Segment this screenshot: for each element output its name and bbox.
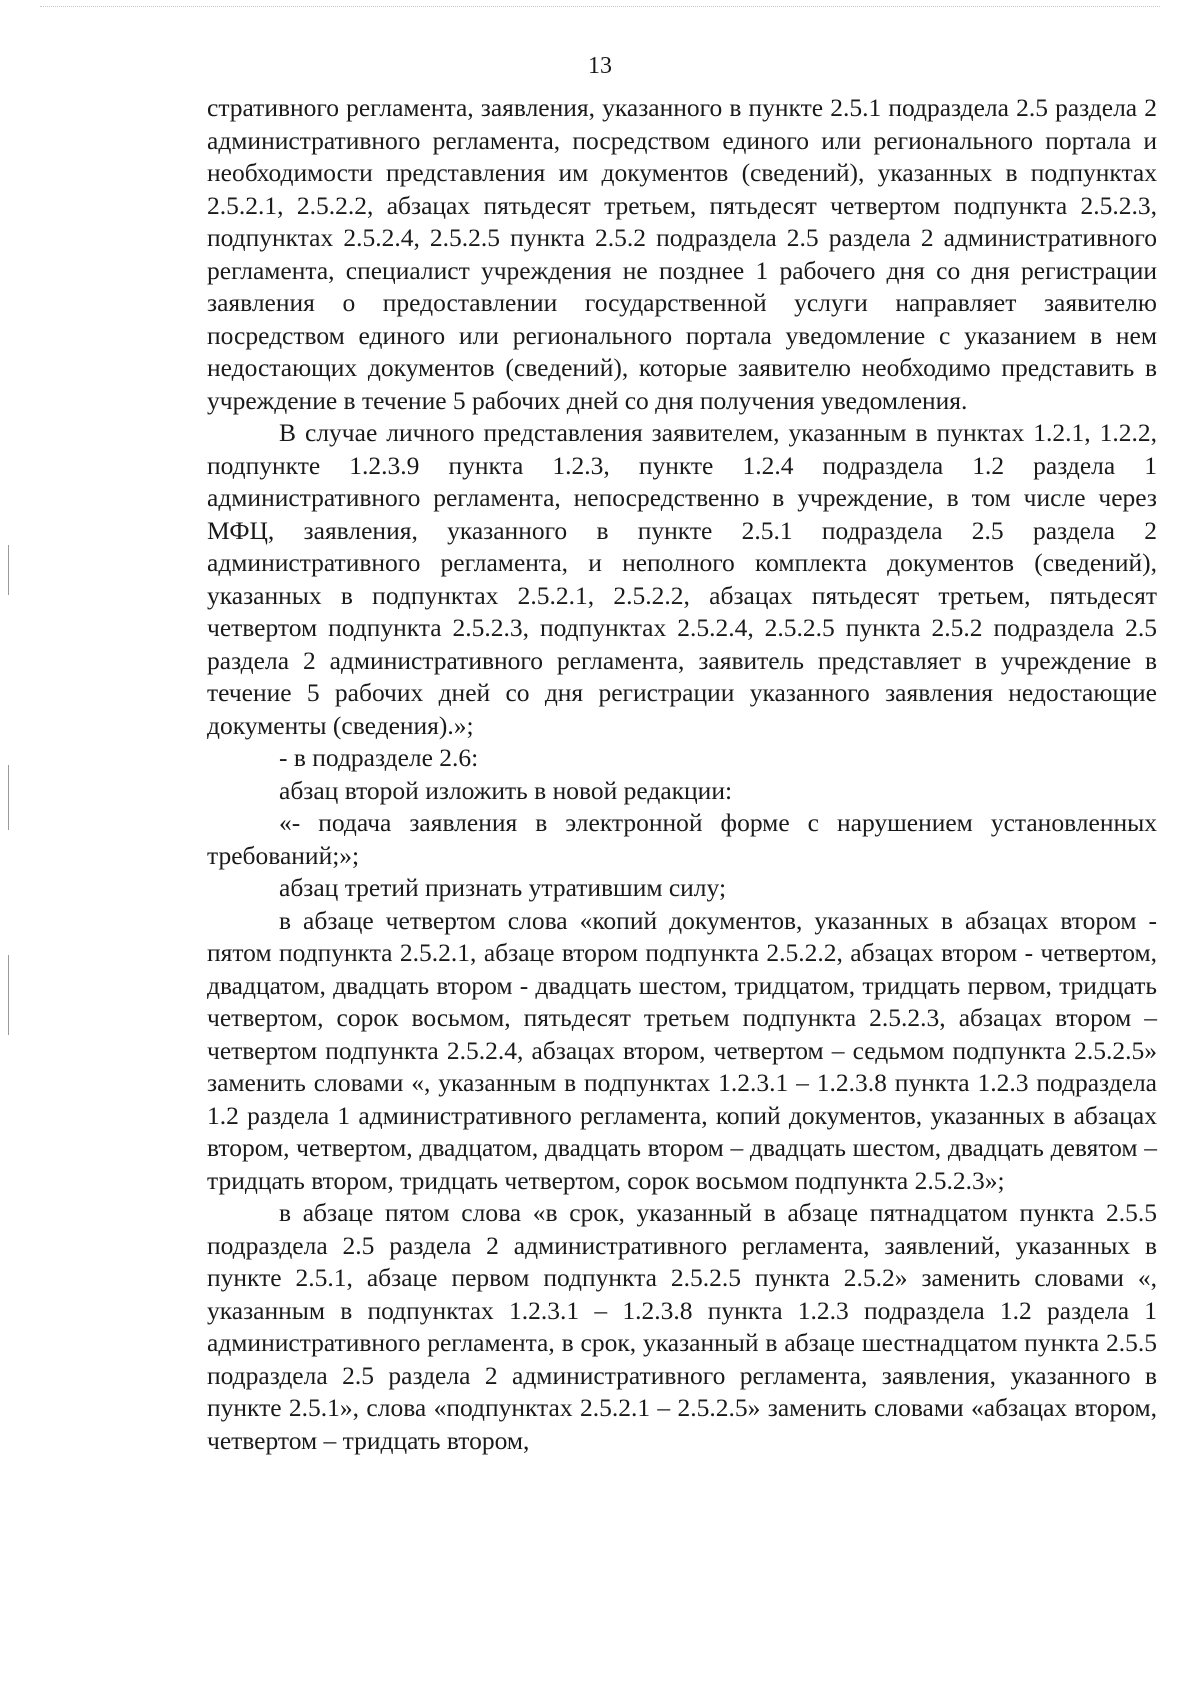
scan-margin-mark bbox=[8, 765, 9, 830]
paragraph: в абзаце пятом слова «в срок, указанный в абзаце пятнадцатом пункта 2.5.5 подраздела 2.5 раздела 2 административного регламента, заявлений, указанных в пункте 2.5.1, абзаце первом подпункта 2.5.2.5 пункта 2.5.2» заменить словами «, указанным в подпунктах 1.2.3.1 – 1.2.3.8 пункта 1.2.3 подраздела 1.2 раздела 1 административного регламента, в срок, указанный в абзаце шестнадцатом пункта 2.5.5 подраздела 2.5 раздела 2 административного регламента, заявления, указанного в пункте 2.5.1», слова «подпунктах 2.5.2.1 – 2.5.2.5» заменить словами «абзацах втором, четвертом – тридцать втором, bbox=[207, 1198, 1157, 1455]
paragraph: абзац второй изложить в новой редакции: bbox=[279, 775, 733, 805]
paragraph: - в подразделе 2.6: bbox=[279, 743, 479, 772]
document-body bbox=[207, 92, 1157, 1457]
paragraph: абзац третий признать утратившим силу; bbox=[279, 873, 727, 902]
paragraph: В случае личного представления заявителем, указанным в пунктах 1.2.1, 1.2.2, подпункте 1.2.3.9 пункта 1.2.3, пункте 1.2.4 подраздела 1.2 раздела 1 административного регламента, непосредственно в учреждение, в том числе через МФЦ, заявления, указанного в пункте 2.5.1 подраздела 2.5 раздела 2 административного регламента, и неполного комплекта документов (сведений), указанных в подпунктах 2.5.2.1, 2.5.2.2, абзацах пятьдесят третьем, пятьдесят четвертом подпункта 2.5.2.3, подпунктах 2.5.2.4, 2.5.2.5 пункта 2.5.2 подраздела 2.5 раздела 2 административного регламента, заявитель представляет в учреждение в течение 5 рабочих дней со дня регистрации указанного заявления недостающие документы (сведения).»; bbox=[207, 418, 1157, 740]
paragraph-continuation: стративного регламента, заявления, указанного в пункте 2.5.1 подраздела 2.5 раздела 2 административного регламента, посредством единого или регионального портала и необходимости представления им документов (сведений), указанных в подпунктах 2.5.2.1, 2.5.2.2, абзацах пятьдесят третьем, пятьдесят четвертом подпункта 2.5.2.3, подпунктах 2.5.2.4, 2.5.2.5 пункта 2.5.2 подраздела 2.5 раздела 2 административного регламента, специалист учреждения не позднее 1 рабочего дня со дня регистрации заявления о предоставлении государственной услуги направляет заявителю посредством единого или регионального портала уведомление с указанием в нем недостающих документов (сведений), которые заявителю необходимо представить в учреждение в течение 5 рабочих дней со дня получения уведомления. bbox=[207, 93, 1157, 415]
paragraph: «- подача заявления в электронной форме с нарушением установленных требований;»; bbox=[207, 808, 1157, 870]
scan-margin-mark bbox=[8, 955, 9, 1035]
scan-edge-artifact bbox=[40, 6, 1160, 7]
page-number: 13 bbox=[588, 53, 612, 79]
scan-margin-mark bbox=[8, 545, 9, 595]
paragraph: в абзаце четвертом слова «копий документов, указанных в абзацах втором - пятом подпункта 2.5.2.1, абзаце втором подпункта 2.5.2.2, абзацах втором - четвертом, двадцатом, двадцать втором - двадцать шестом, тридцатом, тридцать первом, тридцать четвертом, сорок восьмом, пятьдесят третьем подпункта 2.5.2.3, абзацах втором – четвертом подпункта 2.5.2.4, абзацах втором, четвертом – седьмом подпункта 2.5.2.5» заменить словами «, указанным в подпунктах 1.2.3.1 – 1.2.3.8 пункта 1.2.3 подраздела 1.2 раздела 1 административного регламента, копий документов, указанных в абзацах втором, четвертом, двадцатом, двадцать втором – двадцать шестом, двадцать девятом – тридцать втором, тридцать четвертом, сорок восьмом подпункта 2.5.2.3»; bbox=[207, 905, 1157, 1195]
